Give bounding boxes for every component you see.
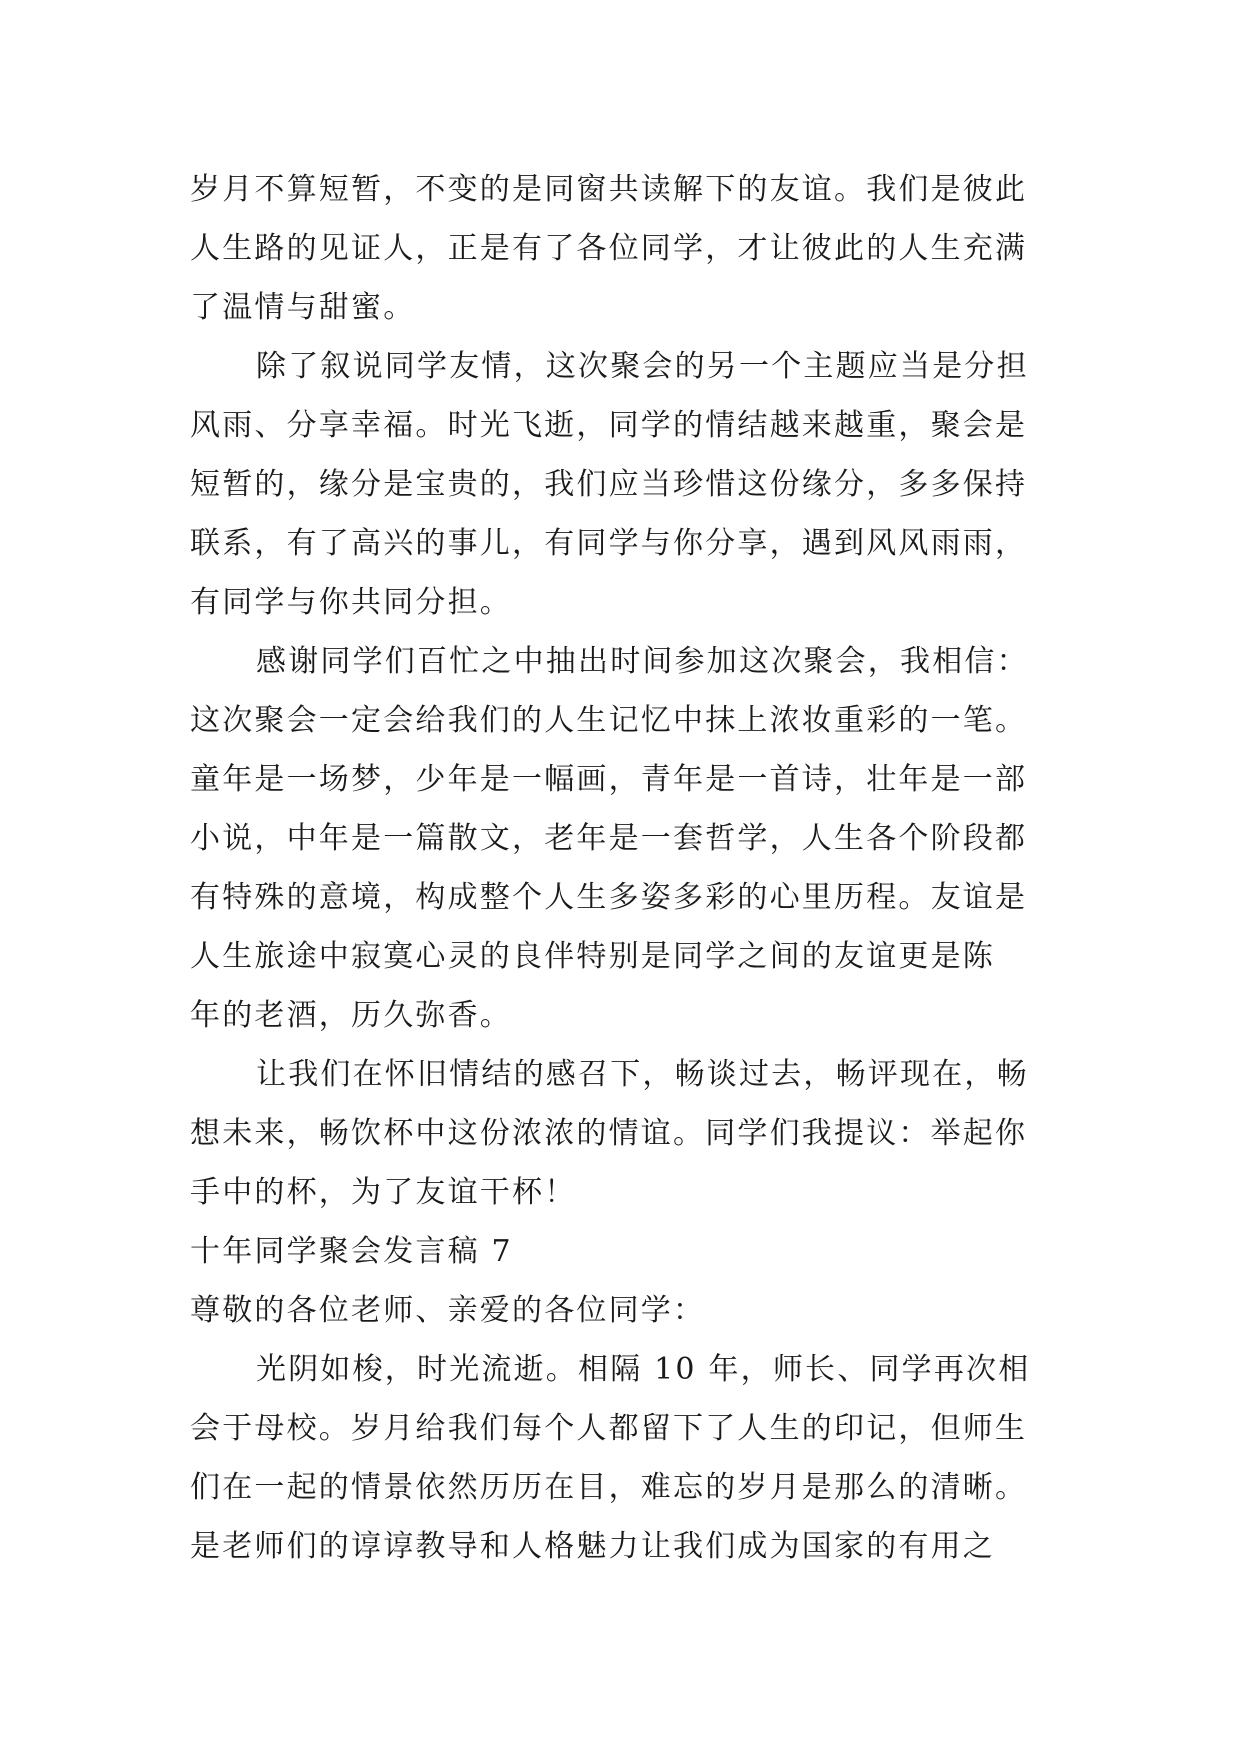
paragraph (190, 632, 1060, 1045)
text-line: 是老师们的谆谆教导和人格魅力让我们成为国家的有用之 (190, 1529, 995, 1564)
text-line: 除了叙说同学友情，这次聚会的另一个主题应当是分担 (256, 349, 1029, 384)
text-line: 岁月不算短暂，不变的是同窗共读解下的友谊。我们是彼此 (190, 172, 1028, 207)
text-line: 感谢同学们百忙之中抽出时间参加这次聚会，我相信： (256, 644, 1029, 679)
text-line: 风雨、分享幸福。时光飞逝，同学的情结越来越重，聚会是 (190, 408, 1028, 443)
text-line: 童年是一场梦，少年是一幅画，青年是一首诗，壮年是一部 (190, 762, 1028, 797)
text-line: 们在一起的情景依然历历在目，难忘的岁月是那么的清晰。 (190, 1470, 1028, 1505)
salutation-line: 尊敬的各位老师、亲爱的各位同学： (190, 1293, 706, 1328)
text-line: 有特殊的意境，构成整个人生多姿多彩的心里历程。友谊是 (190, 880, 1028, 915)
text-line: 联系，有了高兴的事儿，有同学与你分享，遇到风风雨雨， (190, 526, 1028, 561)
section-heading (190, 1222, 1060, 1281)
paragraph (190, 1045, 1060, 1222)
text-line: 有同学与你共同分担。 (190, 585, 512, 620)
salutation (190, 1281, 1060, 1340)
paragraph (190, 1340, 1060, 1576)
text-line: 光阴如梭，时光流逝。相隔 10 年，师长、同学再次相 (256, 1352, 1031, 1387)
text-line: 年的老酒，历久弥香。 (190, 998, 512, 1033)
document-body (190, 160, 1060, 1576)
paragraph (190, 160, 1060, 337)
heading-line: 十年同学聚会发言稿 7 (190, 1234, 513, 1269)
text-line: 短暂的，缘分是宝贵的，我们应当珍惜这份缘分，多多保持 (190, 467, 1028, 502)
text-line: 了温情与甜蜜。 (190, 290, 416, 325)
paragraph (190, 337, 1060, 632)
text-line: 让我们在怀旧情结的感召下，畅谈过去，畅评现在，畅 (256, 1057, 1029, 1092)
text-line: 这次聚会一定会给我们的人生记忆中抹上浓妆重彩的一笔。 (190, 703, 1028, 738)
text-line: 人生路的见证人，正是有了各位同学，才让彼此的人生充满 (190, 231, 1028, 266)
text-line: 人生旅途中寂寞心灵的良伴特别是同学之间的友谊更是陈 (190, 939, 995, 974)
text-line: 手中的杯，为了友谊干杯！ (190, 1175, 577, 1210)
text-line: 会于母校。岁月给我们每个人都留下了人生的印记，但师生 (190, 1411, 1028, 1446)
text-line: 小说，中年是一篇散文，老年是一套哲学，人生各个阶段都 (190, 821, 1028, 856)
text-line: 想未来，畅饮杯中这份浓浓的情谊。同学们我提议：举起你 (190, 1116, 1028, 1151)
